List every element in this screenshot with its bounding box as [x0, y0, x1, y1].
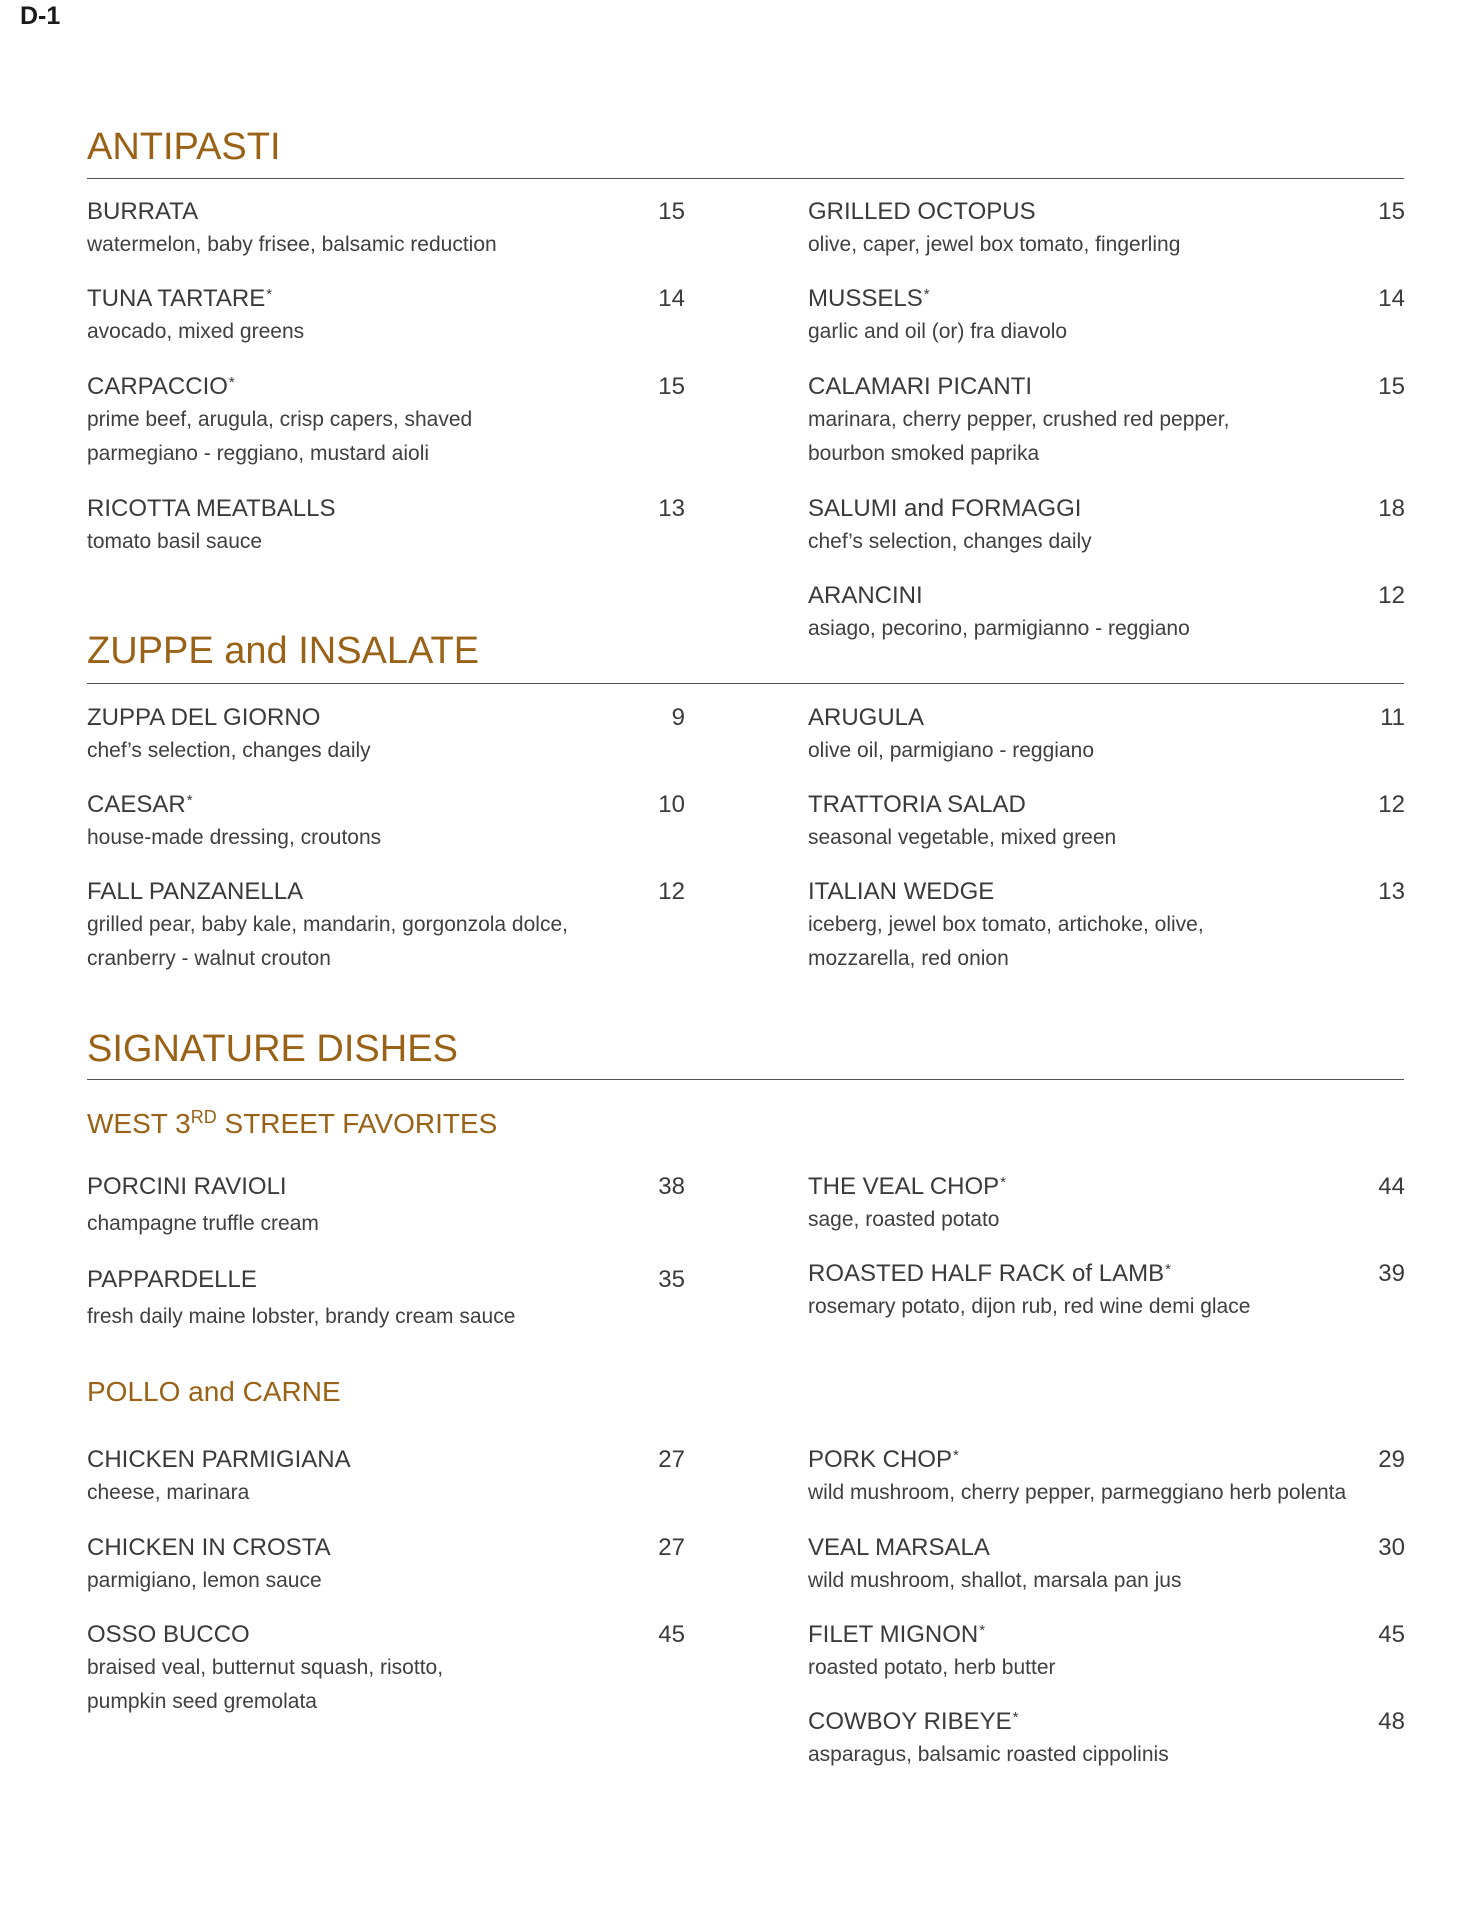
item-price: 30 [1378, 1534, 1405, 1561]
item-price: 45 [1378, 1621, 1405, 1648]
item-price: 15 [658, 198, 685, 225]
item-name: TUNA TARTARE* [87, 285, 273, 312]
menu-item [87, 197, 685, 262]
menu-item [808, 1620, 1405, 1685]
item-name: PORCINI RAVIOLI [87, 1173, 287, 1200]
section-title-antipasti: ANTIPASTI [87, 126, 281, 168]
menu-item [87, 1172, 685, 1241]
menu-item [87, 1533, 685, 1598]
item-description: olive oil, parmigiano - reggiano [808, 739, 1094, 762]
item-description: marinara, cherry pepper, crushed red pepper, bourbon smoked paprika [808, 408, 1230, 465]
menu-item [87, 703, 685, 768]
item-price: 27 [658, 1534, 685, 1561]
item-description: asparagus, balsamic roasted cippolinis [808, 1743, 1169, 1766]
item-name: FALL PANZANELLA [87, 878, 304, 905]
menu-item [87, 494, 685, 559]
menu-item [87, 1265, 685, 1334]
menu-item [808, 1259, 1405, 1324]
item-price: 35 [658, 1266, 685, 1293]
item-description: avocado, mixed greens [87, 320, 305, 343]
item-price: 14 [658, 285, 685, 312]
item-name: VEAL MARSALA [808, 1534, 990, 1561]
menu-item [808, 703, 1405, 768]
item-description: fresh daily maine lobster, brandy cream sauce [87, 1305, 516, 1328]
item-description: prime beef, arugula, crisp capers, shaved parmegiano - reggiano, mustard aioli [87, 408, 473, 465]
item-price: 12 [658, 878, 685, 905]
item-price: 39 [1378, 1260, 1405, 1287]
item-price: 14 [1378, 285, 1405, 312]
item-name: GRILLED OCTOPUS [808, 198, 1036, 225]
item-description: sage, roasted potato [808, 1208, 1000, 1231]
item-name: RICOTTA MEATBALLS [87, 495, 336, 522]
section-divider [87, 683, 1404, 684]
item-description: braised veal, butternut squash, risotto, pumpkin seed gremolata [87, 1656, 444, 1713]
item-price: 11 [1380, 704, 1405, 731]
page-code: D-1 [20, 2, 61, 30]
item-description: rosemary potato, dijon rub, red wine demi glace [808, 1295, 1251, 1318]
item-name: PORK CHOP* [808, 1446, 959, 1473]
menu-item [808, 790, 1405, 855]
item-description: house-made dressing, croutons [87, 826, 382, 849]
item-price: 13 [1378, 878, 1405, 905]
item-name: FILET MIGNON* [808, 1621, 986, 1648]
item-name: CHICKEN PARMIGIANA [87, 1446, 351, 1473]
item-description: grilled pear, baby kale, mandarin, gorgonzola dolce, cranberry - walnut crouton [87, 913, 568, 970]
section-title-zuppe: ZUPPE and INSALATE [87, 630, 480, 672]
item-price: 15 [1378, 198, 1405, 225]
item-name: TRATTORIA SALAD [808, 791, 1026, 818]
menu-item [87, 790, 685, 855]
item-description: garlic and oil (or) fra diavolo [808, 320, 1068, 343]
item-description: roasted potato, herb butter [808, 1656, 1056, 1679]
section-divider [87, 1079, 1404, 1080]
menu-item [808, 1445, 1405, 1510]
item-price: 48 [1378, 1708, 1405, 1735]
item-description: champagne truffle cream [87, 1212, 319, 1235]
item-description: chef’s selection, changes daily [87, 739, 371, 762]
item-description: tomato basil sauce [87, 530, 263, 553]
item-description: wild mushroom, cherry pepper, parmeggiano herb polenta [808, 1481, 1347, 1504]
item-name: CAESAR* [87, 791, 193, 818]
item-description: olive, caper, jewel box tomato, fingerling [808, 233, 1181, 256]
item-description: chef’s selection, changes daily [808, 530, 1092, 553]
item-name: COWBOY RIBEYE* [808, 1708, 1019, 1735]
item-description: wild mushroom, shallot, marsala pan jus [808, 1569, 1182, 1592]
item-name: ROASTED HALF RACK of LAMB* [808, 1260, 1171, 1287]
menu-item [87, 1445, 685, 1510]
item-price: 12 [1378, 582, 1405, 609]
item-price: 38 [658, 1173, 685, 1200]
menu-item [808, 877, 1405, 976]
menu-item [808, 1533, 1405, 1598]
menu-item [808, 1172, 1405, 1237]
subsection-title-favorites: WEST 3RD STREET FAVORITES [87, 1107, 498, 1139]
item-name: ZUPPA DEL GIORNO [87, 704, 321, 731]
menu-item [808, 284, 1405, 349]
menu-item [87, 284, 685, 349]
item-name: PAPPARDELLE [87, 1266, 257, 1293]
menu-item [808, 494, 1405, 559]
menu-item [87, 372, 685, 471]
item-name: THE VEAL CHOP* [808, 1173, 1006, 1200]
item-price: 18 [1378, 495, 1405, 522]
item-price: 12 [1378, 791, 1405, 818]
item-description: seasonal vegetable, mixed green [808, 826, 1117, 849]
section-title-signature: SIGNATURE DISHES [87, 1028, 458, 1070]
item-price: 44 [1378, 1173, 1405, 1200]
menu-item [87, 877, 685, 976]
section-divider [87, 178, 1404, 179]
item-description: asiago, pecorino, parmigianno - reggiano [808, 617, 1190, 640]
item-name: CALAMARI PICANTI [808, 373, 1033, 400]
item-name: OSSO BUCCO [87, 1621, 250, 1648]
item-name: MUSSELS* [808, 285, 930, 312]
item-description: cheese, marinara [87, 1481, 250, 1504]
item-price: 13 [658, 495, 685, 522]
item-price: 27 [658, 1446, 685, 1473]
item-price: 10 [658, 791, 685, 818]
item-price: 15 [658, 373, 685, 400]
item-name: CHICKEN IN CROSTA [87, 1534, 331, 1561]
menu-item [808, 581, 1405, 646]
menu-item [808, 1707, 1405, 1772]
item-price: 9 [671, 704, 685, 731]
item-description: parmigiano, lemon sauce [87, 1569, 322, 1592]
menu-item [808, 372, 1405, 471]
item-name: SALUMI and FORMAGGI [808, 495, 1082, 522]
item-name: ITALIAN WEDGE [808, 878, 995, 905]
menu-item [87, 1620, 685, 1719]
menu-item [808, 197, 1405, 262]
item-description: watermelon, baby frisee, balsamic reduction [87, 233, 497, 256]
item-description: iceberg, jewel box tomato, artichoke, olive, mozzarella, red onion [808, 913, 1204, 970]
subsection-title-pollo: POLLO and CARNE [87, 1376, 341, 1407]
item-name: ARANCINI [808, 582, 923, 609]
item-price: 29 [1378, 1446, 1405, 1473]
item-price: 15 [1378, 373, 1405, 400]
item-name: CARPACCIO* [87, 373, 235, 400]
item-price: 45 [658, 1621, 685, 1648]
item-name: ARUGULA [808, 704, 925, 731]
item-name: BURRATA [87, 198, 199, 225]
